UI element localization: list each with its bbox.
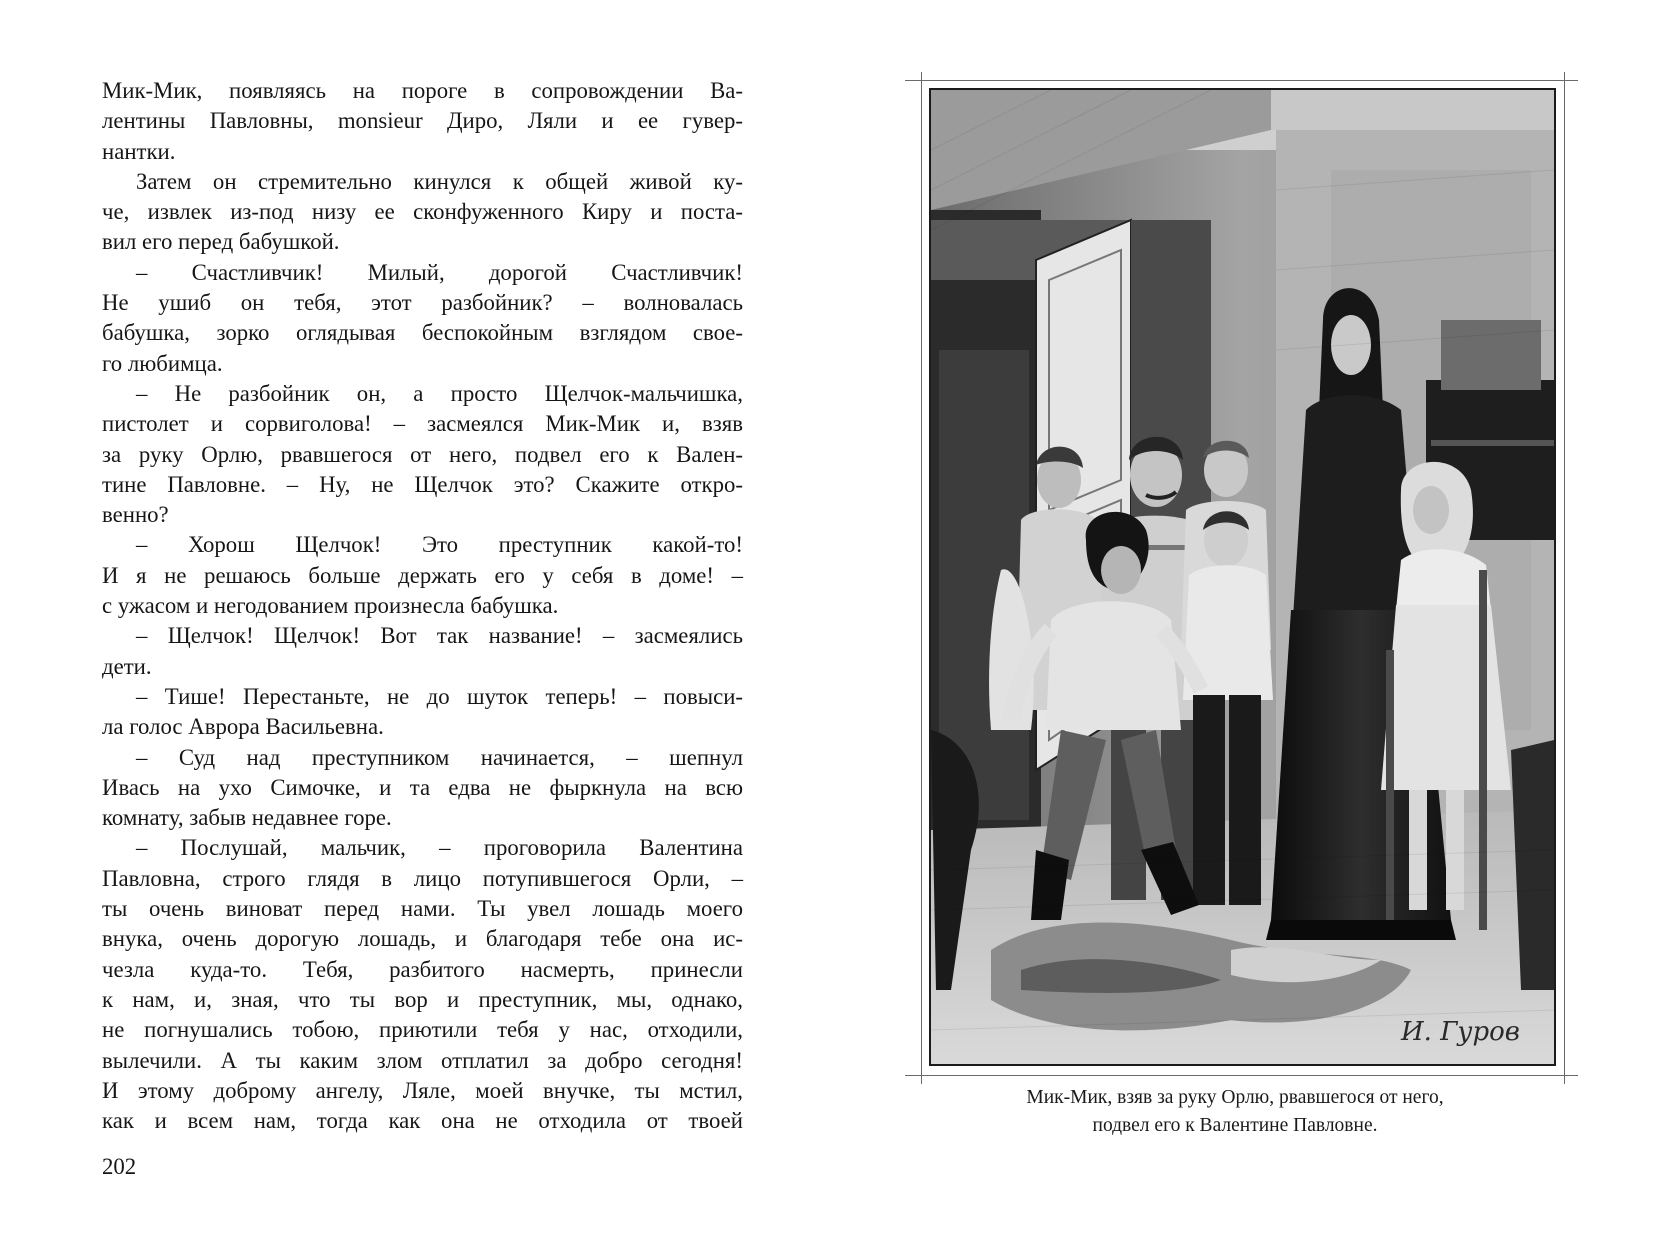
page-number: 202 xyxy=(102,1154,137,1179)
text-line: не погнушались тобою, приютили тебя у нас, отходили, xyxy=(102,1017,743,1043)
text-line: – Щелчок! Щелчок! Вот так название! – засмеялись xyxy=(136,623,743,649)
figure-caption xyxy=(955,1084,1515,1139)
text-line: – Счастливчик! Милый, дорогой Счастливчик! xyxy=(136,259,743,285)
text-line: венно? xyxy=(102,502,169,528)
text-line: ла голос Аврора Васильевна. xyxy=(102,714,384,740)
text-page xyxy=(102,76,743,1136)
illustration xyxy=(929,88,1556,1066)
text-line: пистолет и сорвиголова! – засмеялся Мик-Мик и, взяв xyxy=(102,411,743,437)
text-line: – Послушай, мальчик, – проговорила Валентина xyxy=(136,835,743,861)
body-text xyxy=(102,76,743,1136)
text-line: бабушка, зорко оглядывая беспокойным взглядом свое- xyxy=(102,320,743,346)
caption-line: подвел его к Валентине Павловне. xyxy=(1092,1114,1378,1136)
text-line: – Не разбойник он, а просто Щелчок-мальчишка, xyxy=(136,380,743,406)
figure xyxy=(905,72,1578,1084)
text-line: как и всем нам, тогда как она не отходила от твоей xyxy=(102,1108,743,1134)
text-line: – Хорош Щелчок! Это преступник какой-то! xyxy=(136,532,743,558)
text-line: Павловна, строго глядя в лицо потупившегося Орли, – xyxy=(102,865,743,891)
text-line: за руку Орлю, рвавшегося от него, подвел его к Вален- xyxy=(102,441,743,467)
text-line: И я не решаюсь больше держать его у себя в доме! – xyxy=(102,562,743,588)
frame-line-right xyxy=(1564,72,1565,1084)
caption-line: Мик-Мик, взяв за руку Орлю, рвавшегося от него, xyxy=(1026,1087,1444,1108)
frame-line-bottom xyxy=(905,1075,1578,1076)
text-line: к нам, и, зная, что ты вор и преступник, мы, однако, xyxy=(102,986,743,1012)
text-line: комнату, забыв недавнее горе. xyxy=(102,805,392,831)
text-line: с ужасом и негодованием произнесла бабушка. xyxy=(102,593,559,619)
text-line: чезла куда-то. Тебя, разбитого насмерть, принесли xyxy=(102,956,743,982)
frame-line-top xyxy=(905,80,1578,81)
text-line: Мик-Мик, появляясь на пороге в сопровождении Ва- xyxy=(102,78,743,103)
text-line: Не ушиб он тебя, этот разбойник? – волновалась xyxy=(102,290,743,316)
text-line: – Суд над преступником начинается, – шепнул xyxy=(136,744,743,770)
text-line: Ивась на ухо Симочке, и та едва не фыркнула на всю xyxy=(102,774,743,800)
frame-line-left xyxy=(921,72,922,1084)
text-line: – Тише! Перестаньте, не до шуток теперь! – повыси- xyxy=(136,683,743,709)
text-line: дети. xyxy=(102,653,152,679)
text-line: тине Павловне. – Ну, не Щелчок это? Скажите откро- xyxy=(102,471,743,497)
text-line: вил его перед бабушкой. xyxy=(102,229,340,255)
artist-signature: И. Гуров xyxy=(1401,1017,1520,1047)
text-line: вылечили. А ты каким злом отплатил за добро сегодня! xyxy=(102,1047,743,1073)
illustration-engraving xyxy=(931,90,1554,1064)
text-line: ты очень виноват перед нами. Ты увел лошадь моего xyxy=(102,896,743,922)
text-line: Затем он стремительно кинулся к общей живой ку- xyxy=(136,168,743,194)
text-line: лентины Павловны, monsieur Диро, Ляли и ее гувер- xyxy=(102,108,743,134)
crutch xyxy=(1479,570,1487,930)
text-line: го любимца. xyxy=(102,350,223,376)
text-line: И этому доброму ангелу, Ляле, моей внучке, ты мстил, xyxy=(102,1077,743,1103)
text-line: внука, очень дорогую лошадь, и благодаря тебе она ис- xyxy=(102,926,743,952)
text-line: нантки. xyxy=(102,138,176,164)
text-line: че, извлек из-под низу ее сконфуженного Киру и поста- xyxy=(102,199,743,225)
